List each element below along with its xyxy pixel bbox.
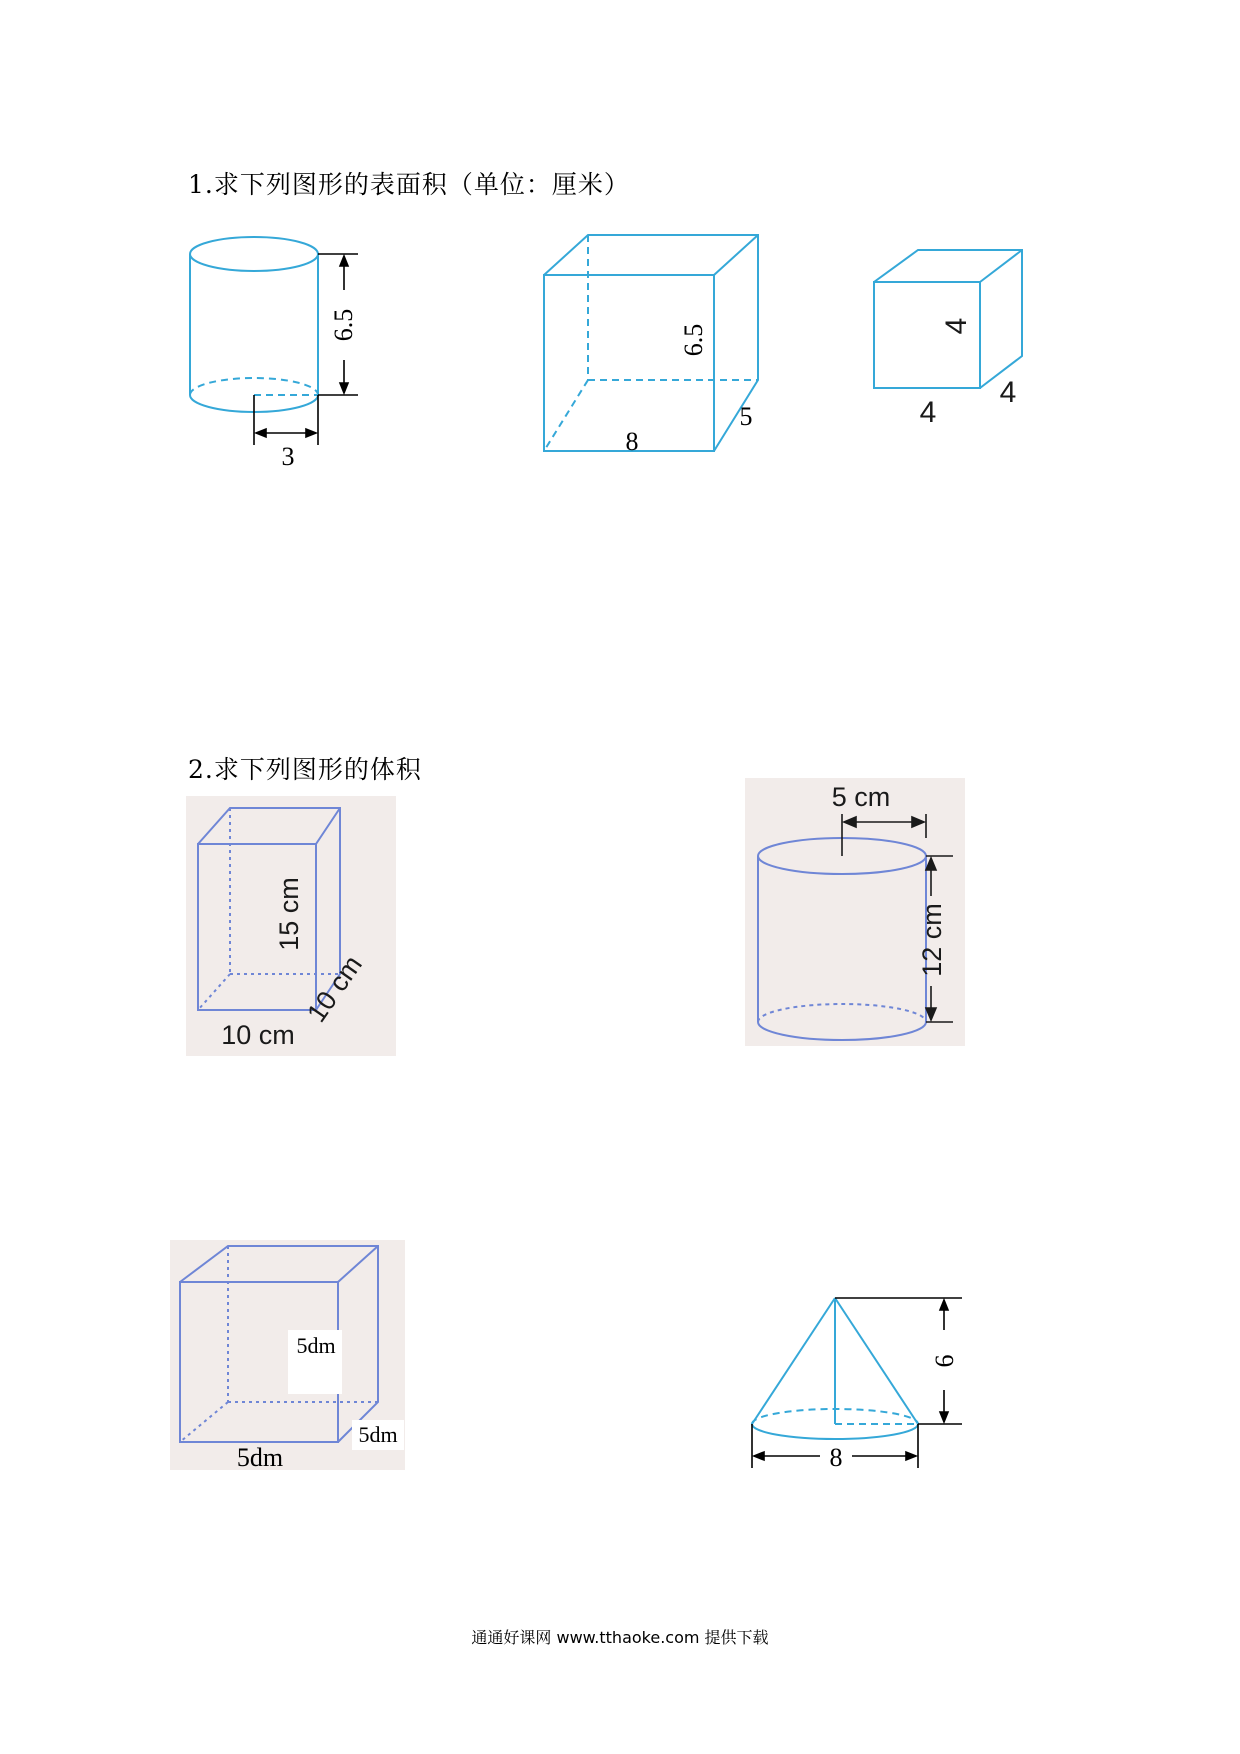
q1-cube-height-label: 4 [940, 317, 973, 335]
q2-cuboid-height-label: 15 cm [274, 877, 304, 951]
question-2-title: 2.求下列图形的体积 [188, 755, 422, 784]
q1-cuboid-length-label: 8 [625, 427, 639, 456]
q2-cuboid-figure [186, 796, 396, 1056]
q2-cone-height-label: 6 [930, 1354, 959, 1368]
q2-cone-figure [748, 1290, 978, 1490]
q2-cube-width-label: 5dm [358, 1422, 398, 1447]
q1-cube-front-label: 4 [919, 396, 937, 429]
q2-cuboid-length-label: 10 cm [221, 1020, 295, 1050]
q1-cylinder-radius-label: 3 [281, 442, 295, 471]
q1-cuboid-width-label: 5 [739, 402, 753, 431]
q1-cuboid-figure [540, 235, 770, 460]
q1-cube-figure [870, 250, 1070, 440]
q1-cube-side-label: 4 [999, 376, 1017, 409]
question-1-title: 1.求下列图形的表面积（单位：厘米） [188, 170, 630, 199]
q2-cube-length-label: 5dm [236, 1443, 284, 1472]
q2-cuboid-width-label: 10 cm [301, 950, 369, 1028]
q2-cylinder-diameter-label: 5 cm [831, 782, 891, 812]
q2-cylinder-figure [745, 778, 965, 1046]
q2-cube-height-label: 5dm [296, 1333, 336, 1358]
q2-cylinder-height-label: 12 cm [917, 903, 947, 977]
q1-cylinder-height-label: 6.5 [329, 308, 358, 342]
footer-credit: 通通好课网 www.tthaoke.com 提供下载 [471, 1628, 769, 1647]
q1-cylinder-figure [180, 230, 380, 470]
q2-cone-diameter-label: 8 [829, 1443, 843, 1472]
q1-cuboid-height-label: 6.5 [679, 323, 708, 357]
q2-cube-figure [170, 1240, 405, 1470]
